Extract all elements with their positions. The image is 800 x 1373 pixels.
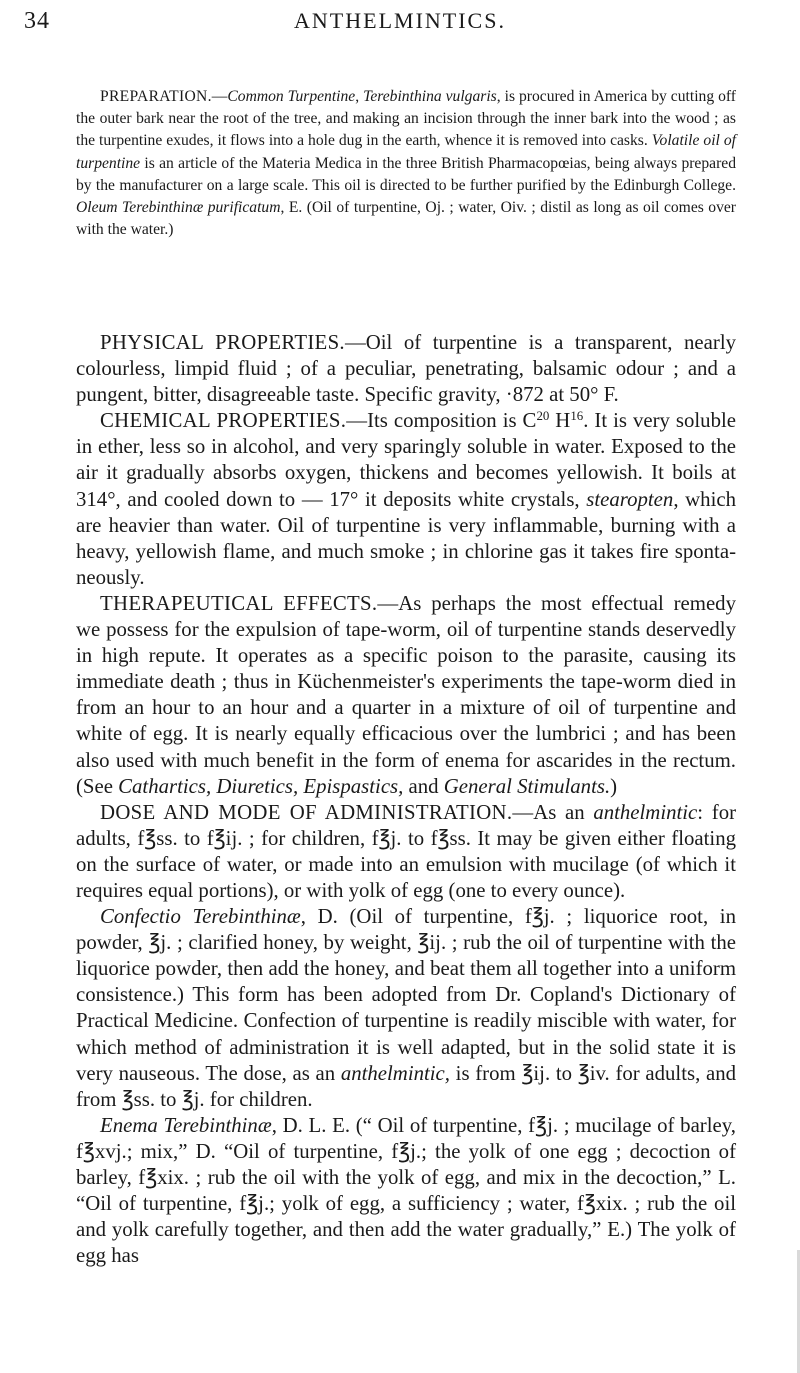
chemical-properties-paragraph: CHEMICAL PROPERTIES.—Its composition is $C^{20}$ $H^{16}$. It is very soluble in ether, less so in alcohol, and very sparingly soluble in water. Exposed to the air it gradually absorbs oxygen, thickens and becomes yellowish. It boils at 314°, and cooled down to — 17° it deposits white crystals, stearopten, which are heavier than water. Oil of turpentine is very inflammable, burning with a heavy, yellowish flame, and much smoke ; in chlorine gas it takes fire spontaneously. — [76, 409, 736, 589]
chemical-properties-label: CHEMICAL PROPERTIES. — [100, 409, 347, 433]
preparation-paragraph — [76, 86, 736, 241]
volatile-oil-name: Volatile oil of turpentine — [76, 132, 736, 172]
see-references: Cathartics, Diuretics, Epispastics, — [118, 774, 404, 798]
page-number: 34 — [24, 8, 50, 34]
therapeutical-effects-label: THERAPEUTICAL EFFECTS. — [100, 591, 378, 615]
page-header — [0, 8, 800, 48]
hydrogen-subscript: 16 — [570, 409, 584, 424]
dose-paragraph: DOSE AND MODE OF ADMINISTRATION.—As an anthelmintic: for adults, f℥ss. to f℥ij. ; for children, f℥j. to f℥ss. It may be given either floating on the surface of water, or made into an emulsion with mucilage (of which it requires equal portions), or with yolk of egg (one to every ounce). — [76, 800, 737, 902]
dose-label: DOSE AND MODE OF ADMINISTRATION. — [100, 800, 513, 824]
terebinthina-vulgaris-name: Terebinthina vulgaris — [363, 88, 497, 105]
confectio-title: Confectio Terebinthinæ — [100, 905, 301, 929]
physical-properties-label: PHYSICAL PROPERTIES. — [100, 331, 345, 354]
preparation-label: PREPARATION. — [100, 88, 212, 105]
confectio-paragraph: Confectio Terebinthinæ, D. (Oil of turpentine, f℥j. ; liquorice root, in powder, ℥j. ; clarified honey, by weight, ℥ij. ; rub the oil of turpentine with the liquorice powder, then add the honey, and beat them all together into a uniform consistence.) This form has been adopted from Dr. Copland's Dictionary of Practical Medicine. Confection of turpentine is readily miscible with water, for which method of administration it is well adapted, but in the solid state it is very nauseous. The dose, as an anthelmintic, is from ℥ij. to ℥iv. for adults, and from ℥ss. to ℥j. for children. — [76, 905, 736, 1111]
anthelmintic-term-2: anthelmintic, — [340, 1061, 450, 1085]
enema-title: Enema Terebinthinæ — [100, 1113, 272, 1137]
preparation-text: PREPARATION.—Common Turpentine, Terebinthina vulgaris, is procured in America by cutting off the outer bark near the root of the tree, and making an incision through the inner bark into the wood ; as the turpentine exudes, it flows into a hole dug in the earth, whence it is removed into casks. Volatile oil of turpentine is an article of the Materia Medica in the three British Pharmacopœias, being always prepared by the manufacturer on a large scale. This oil is directed to be further purified by the Edinburgh College. Oleum Terebinthinæ purificatum, E. (Oil of turpentine, Oj. ; water, Oiv. ; distil as long as oil comes over with the water.) — [76, 88, 736, 239]
common-turpentine-name: Common Turpentine — [227, 88, 356, 105]
oleum-name: Oleum Terebinthinæ purificatum — [76, 199, 281, 217]
anthelmintic-term: anthelmintic — [593, 800, 698, 824]
stearopten-term: stearopten — [586, 487, 674, 511]
enema-paragraph: Enema Terebinthinæ, D. L. E. (“ Oil of turpentine, f℥j. ; mucilage of barley, f℥xvj.; mix,” D. “Oil of turpentine, f℥j.; the yolk of one egg ; decoction of barley, f℥xix. ; rub the oil with the yolk of egg, and mix in the decoction,” L. “Oil of turpentine, f℥j.; yolk of egg, a sufficiency ; water, f℥xix. ; rub the oil and yolk carefully together, and then add the water gradually,” E.) The yolk of egg has — [76, 1113, 736, 1268]
main-text — [76, 330, 736, 1269]
running-head: ANTHELMINTICS. — [294, 8, 506, 33]
physical-properties-paragraph: PHYSICAL PROPERTIES.—Oil of turpentine is a transparent, nearly colourless, limpid fluid ; of a peculiar, penetrating, balsamic odour ; and a pungent, bitter, disagreeable taste. Specific gravity, ·872 at 50° F. — [76, 331, 736, 407]
therapeutical-effects-paragraph: THERAPEUTICAL EFFECTS.—As perhaps the most effectual remedy we possess for the expulsion of tape-worm, oil of turpentine stands deservedly in high repute. It operates as a specific poison to the parasite, causing its immediate death ; thus in Küchenmeister's experiments the tape-worm died in from an hour to an hour and a quarter in a mixture of oil of turpentine and white of egg. It is nearly equally efficacious over the lumbrici ; and has been also used with much benefit in the form of enema for ascarides in the rectum. (See Cathartics, Diuretics, Epispastics, and General Stimulants.) — [76, 591, 736, 798]
general-stimulants-reference: General Stimulants. — [443, 774, 611, 798]
carbon-subscript: 20 — [536, 409, 550, 424]
